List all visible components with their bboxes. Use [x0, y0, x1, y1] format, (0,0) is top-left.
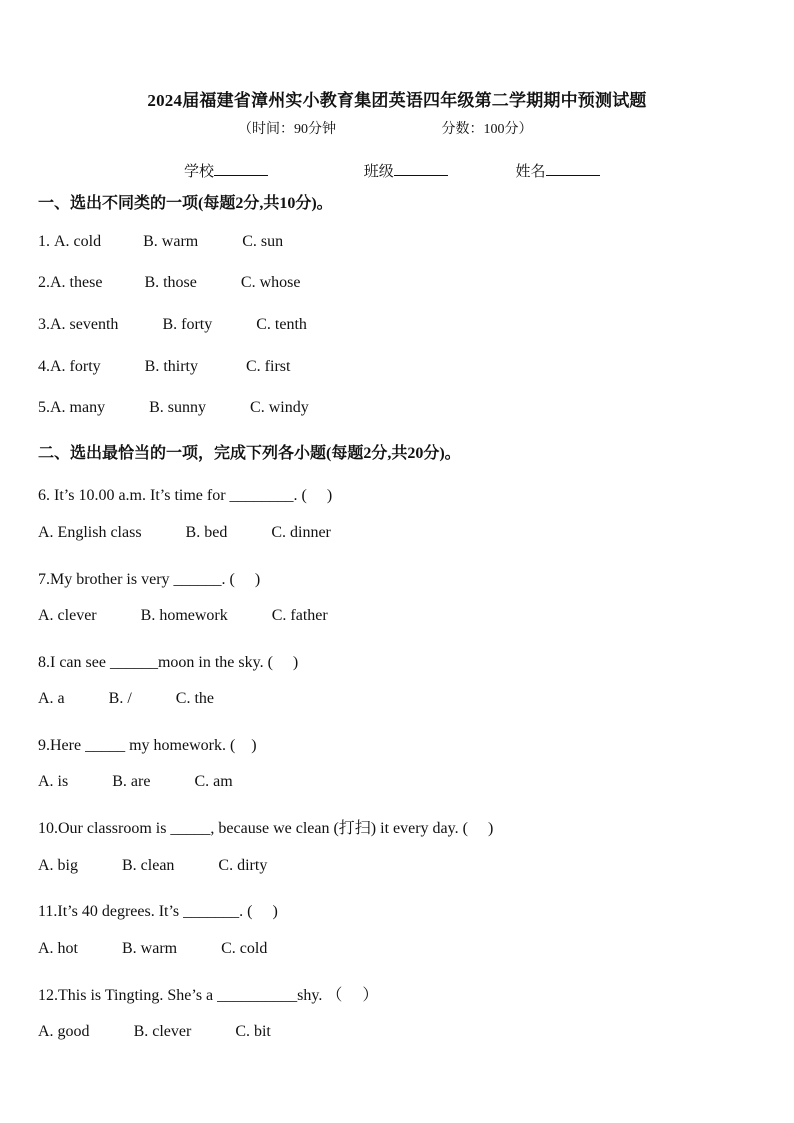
option-c: C. the [175, 690, 214, 707]
school-blank[interactable] [214, 161, 268, 176]
q12-options [38, 1023, 271, 1041]
option-c: C. sun [242, 233, 284, 250]
option-a: A. these [50, 274, 103, 291]
option-a: A. many [50, 399, 106, 416]
q8-options [38, 690, 214, 708]
name-label: 姓名 [515, 164, 546, 180]
item-number: 3. [38, 316, 50, 333]
s1-item-2 [38, 274, 300, 292]
option-a: A. seventh [50, 316, 119, 333]
option-b: B. clean [122, 857, 175, 874]
q12-stem: 12.This is Tingting. She’s a __________shy. （ ） [38, 987, 379, 1004]
s1-item-4 [38, 358, 290, 376]
option-a: A. big [38, 857, 78, 874]
q10-options [38, 857, 267, 875]
option-c: C. bit [235, 1023, 271, 1040]
exam-title: 2024届福建省漳州实小教育集团英语四年级第二学期期中预测试题 [147, 91, 647, 110]
s1-item-5 [38, 399, 309, 417]
option-b: B. are [112, 773, 151, 790]
q9-stem: 9.Here _____ my homework. ( ) [38, 737, 257, 754]
name-blank[interactable] [546, 161, 600, 176]
option-c: C. tenth [256, 316, 307, 333]
exam-time: （时间：90分钟 [238, 122, 336, 137]
option-b: B. thirty [144, 358, 198, 375]
option-a: A. forty [50, 358, 101, 375]
option-a: A. is [38, 773, 69, 790]
option-b: B. those [144, 274, 197, 291]
option-c: C. whose [240, 274, 301, 291]
class-blank[interactable] [394, 161, 448, 176]
q9-options [38, 773, 233, 791]
q11-options [38, 940, 267, 958]
item-number: 4. [38, 358, 50, 375]
q7-stem: 7.My brother is very ______. ( ) [38, 571, 261, 588]
option-a: A. hot [38, 940, 78, 957]
option-b: B. sunny [149, 399, 207, 416]
option-b: B. forty [162, 316, 213, 333]
option-b: B. clever [133, 1023, 192, 1040]
exam-subtitle [238, 118, 533, 138]
school-label: 学校 [184, 164, 215, 180]
section1-heading: 一、选出不同类的一项(每题2分,共10分)。 [38, 195, 333, 212]
option-a: A. a [38, 690, 65, 707]
name-field[interactable] [516, 160, 600, 181]
option-c: C. father [271, 607, 328, 624]
option-b: B. warm [122, 940, 178, 957]
class-field[interactable] [364, 160, 448, 181]
s1-item-3 [38, 316, 307, 334]
option-c: C. windy [250, 399, 309, 416]
item-number: 2. [38, 274, 50, 291]
option-a: A. clever [38, 607, 97, 624]
option-b: B. warm [143, 233, 199, 250]
item-number: 1. [38, 233, 54, 250]
section2-heading: 二、选出最恰当的一项，完成下列各小题(每题2分,共20分)。 [38, 445, 461, 462]
q8-stem: 8.I can see ______moon in the sky. ( ) [38, 654, 299, 671]
class-label: 班级 [363, 164, 394, 180]
q7-options [38, 607, 328, 625]
option-c: C. dirty [218, 857, 268, 874]
q6-options [38, 524, 331, 542]
s1-item-1 [38, 233, 283, 251]
option-c: C. dinner [271, 524, 331, 541]
option-c: C. first [246, 358, 291, 375]
student-info-fields [184, 160, 600, 181]
q6-stem: 6. It’s 10.00 a.m. It’s time for ________. ( ) [38, 487, 333, 504]
option-b: B. homework [140, 607, 228, 624]
q11-stem: 11.It’s 40 degrees. It’s _______. ( ) [38, 903, 278, 920]
option-b: B. / [108, 690, 132, 707]
option-a: A. cold [54, 233, 102, 250]
option-a: A. good [38, 1023, 90, 1040]
item-number: 5. [38, 399, 50, 416]
school-field[interactable] [184, 160, 268, 181]
option-a: A. English class [38, 524, 142, 541]
exam-score: 分数：100分） [441, 122, 533, 137]
option-c: C. am [194, 773, 233, 790]
q10-stem: 10.Our classroom is _____, because we clean (打扫) it every day. ( ) [38, 820, 494, 837]
option-b: B. bed [185, 524, 228, 541]
option-c: C. cold [221, 940, 268, 957]
